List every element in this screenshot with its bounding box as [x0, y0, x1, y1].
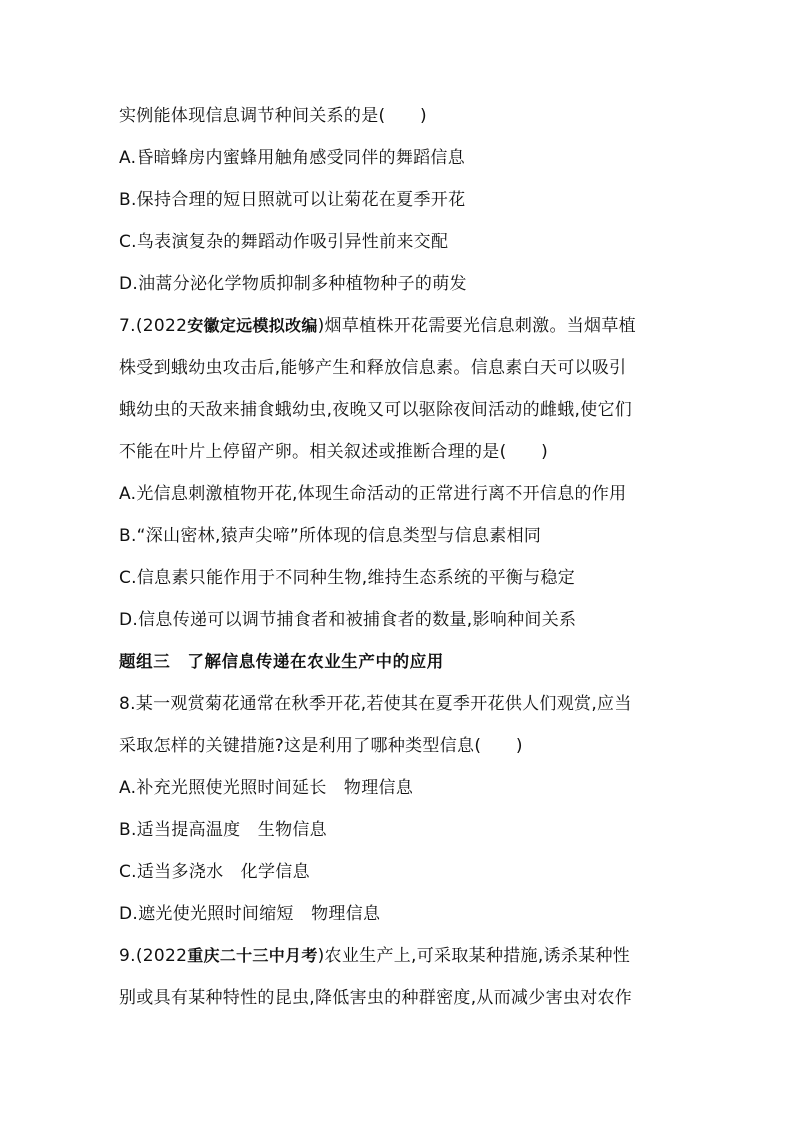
q9-stem-text: )农业生产上,可采取某种措施,诱杀某种性	[317, 946, 631, 966]
q9-source: 重庆二十三中月考	[187, 946, 318, 965]
q7-stem-line-1	[119, 314, 684, 338]
q7-number: 7.(2022	[119, 316, 188, 336]
q8-option-b: B.适当提高温度 生物信息	[119, 820, 327, 840]
q7-option-b: B.“深山密林,猿声尖啼”所体现的信息类型与信息素相同	[119, 526, 542, 546]
q7-option-d: D.信息传递可以调节捕食者和被捕食者的数量,影响种间关系	[119, 610, 577, 630]
q8-option-c: C.适当多浇水 化学信息	[119, 862, 310, 882]
q7-source: 安徽定远模拟改编	[187, 316, 318, 335]
section-heading: 题组三 了解信息传递在农业生产中的应用	[119, 652, 444, 671]
q7-stem-line-4: 不能在叶片上停留产卵。相关叙述或推断合理的是( )	[119, 442, 549, 462]
q8-stem-line-2: 采取怎样的关键措施?这是利用了哪种类型信息( )	[119, 736, 523, 756]
q6-option-c: C.鸟表演复杂的舞蹈动作吸引异性前来交配	[119, 232, 449, 252]
q6-option-b: B.保持合理的短日照就可以让菊花在夏季开花	[119, 190, 466, 210]
q8-stem-line-1: 8.某一观赏菊花通常在秋季开花,若使其在夏季开花供人们观赏,应当	[119, 694, 632, 714]
q9-stem-line-2: 别或具有某种特性的昆虫,降低害虫的种群密度,从而减少害虫对农作	[119, 988, 633, 1008]
q9-stem-line-1	[119, 944, 684, 968]
q7-stem-text: )烟草植株开花需要光信息刺激。当烟草植	[317, 316, 636, 336]
q6-stem: 实例能体现信息调节种间关系的是( )	[119, 106, 427, 126]
q6-option-a: A.昏暗蜂房内蜜蜂用触角感受同伴的舞蹈信息	[119, 148, 466, 168]
q6-option-d: D.油蒿分泌化学物质抑制多种植物种子的萌发	[119, 274, 467, 294]
q7-option-c: C.信息素只能作用于不同种生物,维持生态系统的平衡与稳定	[119, 568, 576, 588]
q7-stem-line-3: 蛾幼虫的天敌来捕食蛾幼虫,夜晚又可以驱除夜间活动的雌蛾,使它们	[119, 400, 633, 420]
q9-number: 9.(2022	[119, 946, 188, 966]
q8-option-a: A.补充光照使光照时间延长 物理信息	[119, 778, 414, 798]
q8-option-d: D.遮光使光照时间缩短 物理信息	[119, 904, 381, 924]
q7-option-a: A.光信息刺激植物开花,体现生命活动的正常进行离不开信息的作用	[119, 484, 627, 504]
q7-stem-line-2: 株受到蛾幼虫攻击后,能够产生和释放信息素。信息素白天可以吸引	[119, 358, 627, 378]
